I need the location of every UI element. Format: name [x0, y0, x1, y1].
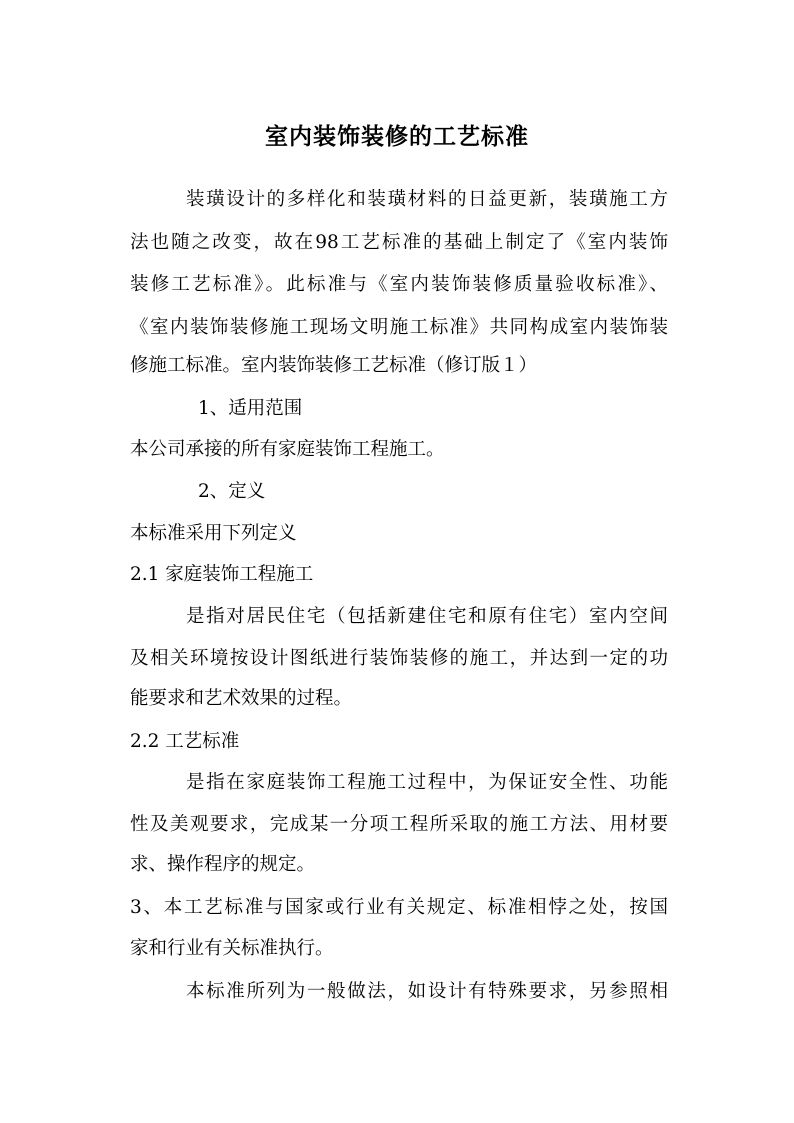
paragraph-line: 求、操作程序的规定。 [130, 854, 316, 875]
paragraph-line: 是指在家庭装饰工程施工过程中，为保证安全性、功能 [186, 772, 668, 793]
section-heading: 2、定义 [198, 481, 266, 502]
paragraph-line: 3、本工艺标准与国家或行业有关规定、标准相悖之处，按国 [130, 897, 668, 918]
section-heading: 1、适用范围 [198, 398, 303, 419]
paragraph-line: 性及美观要求，完成某一分项工程所采取的施工方法、用材要 [130, 814, 668, 835]
document-title: 室内装饰装修的工艺标准 [265, 123, 529, 150]
paragraph-line: 修施工标准。室内装饰装修工艺标准（修订版１） [130, 355, 538, 376]
paragraph-line: 本标准采用下列定义 [130, 523, 297, 544]
subsection-heading: 2.1 家庭装饰工程施工 [130, 564, 314, 585]
paragraph-line: 及相关环境按设计图纸进行装饰装修的施工，并达到一定的功 [130, 648, 668, 669]
paragraph-line: 装璜设计的多样化和装璜材料的日益更新，装璜施工方 [186, 189, 668, 210]
paragraph-line: 家和行业有关标准执行。 [130, 938, 334, 959]
paragraph-line: 是指对居民住宅（包括新建住宅和原有住宅）室内空间 [186, 606, 668, 627]
paragraph-line: 本公司承接的所有家庭装饰工程施工。 [130, 439, 445, 460]
paragraph-line: 法也随之改变，故在98工艺标准的基础上制定了《室内装饰 [130, 232, 668, 253]
paragraph-line: 本标准所列为一般做法，如设计有特殊要求，另参照相 [186, 981, 668, 1002]
paragraph-line: 装修工艺标准》。此标准与《室内装饰装修质量验收标准》、 [130, 274, 668, 295]
subsection-heading: 2.2 工艺标准 [130, 731, 240, 752]
paragraph-line: 《室内装饰装修施工现场文明施工标准》共同构成室内装饰装 [130, 317, 668, 338]
paragraph-line: 能要求和艺术效果的过程。 [130, 688, 353, 709]
